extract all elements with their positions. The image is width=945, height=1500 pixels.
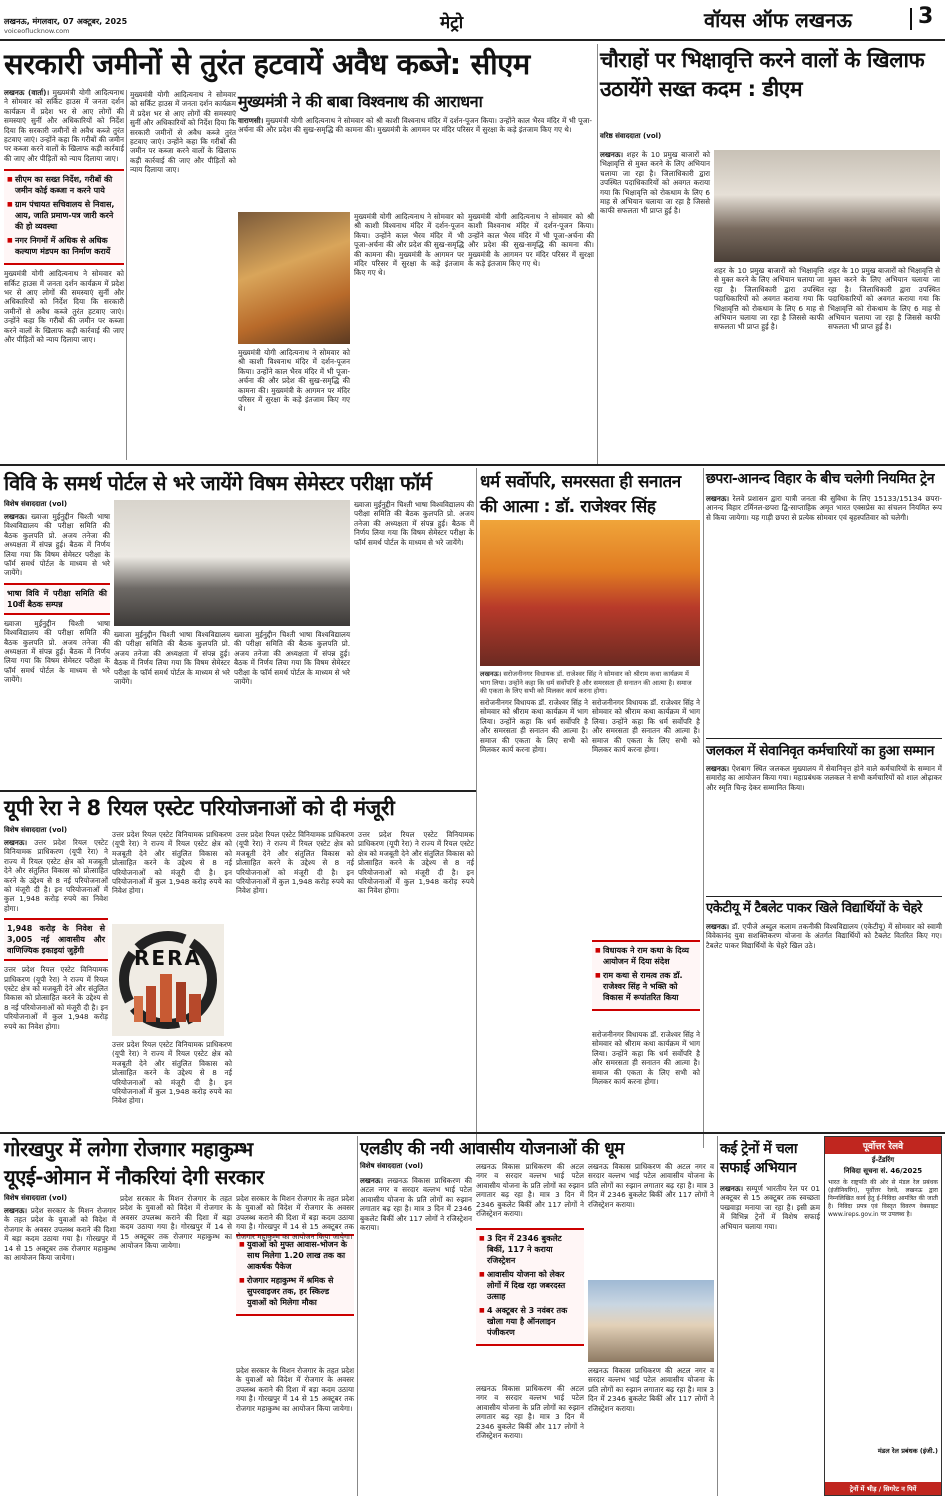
story7-dateline: लखनऊ।	[706, 764, 730, 773]
story4-text-col: ख्वाजा मुईनुद्दीन चिश्ती भाषा विश्वविद्यालय की परीक्षा समिति की बैठक कुलपति प्रो. अजय तनेजा की अध्यक्षता में संपन्न हुई। बैठक में निर्णय लिया गया कि विषम सेमेस्टर परीक्षा के फॉर्म समर्थ पोर्टल के माध्यम से भरे जायेंगे।	[234, 630, 350, 687]
story2-photo	[238, 212, 350, 344]
page-separator	[910, 8, 912, 30]
story2-text-col: मुख्यमंत्री योगी आदित्यनाथ ने सोमवार को श्री काशी विश्वनाथ मंदिर में दर्शन-पूजन किया। उन्होंने काल भैरव मंदिर में भी पूजा-अर्चना की और प्रदेश की सुख-समृद्धि की कामना की। मुख्यमंत्री के आगमन पर मंदिर परिसर में सुरक्षा के कड़े इंतजाम किए गए थे।	[468, 212, 594, 269]
story12-body	[720, 1184, 820, 1496]
story2-text-col: मुख्यमंत्री योगी आदित्यनाथ ने सोमवार को श्री काशी विश्वनाथ मंदिर में दर्शन-पूजन किया। उन्होंने काल भैरव मंदिर में भी पूजा-अर्चना की और प्रदेश की सुख-समृद्धि की कामना की। मुख्यमंत्री के आगमन पर मंदिर परिसर में सुरक्षा के कड़े इंतजाम किए गए थे।	[238, 348, 350, 414]
story12-text: सम्पूर्ण भारतीय रेल पर 01 अक्टूबर से 15 अक्टूबर तक स्वच्छता पखवाड़ा मनाया जा रहा है। इसी क्रम में विभिन्न ट्रेनों में विशेष सफाई अभियान चलाया गया।	[720, 1184, 820, 1231]
story2-text: मुख्यमंत्री योगी आदित्यनाथ ने सोमवार को श्री काशी विश्वनाथ मंदिर में दर्शन-पूजन किया। उन्होंने काल भैरव मंदिर में भी पूजा-अर्चना की और प्रदेश की सुख-समृद्धि की कामना की। मुख्यमंत्री के आगमन पर मंदिर परिसर में सुरक्षा के कड़े इंतजाम किए गए थे।	[238, 116, 592, 135]
story11-highlight: ■ आवासीय योजना को लेकर लोगों में दिख रहा जबरदस्त उत्साह	[479, 1269, 581, 1302]
story10-highlight: ■ युवाओं को मुफ्त आवास-भोजन के साथ मिलेगा 1.20 लाख तक का आकर्षक पैकेज	[239, 1239, 351, 1272]
page-number: 3	[918, 4, 934, 29]
masthead-rule	[0, 39, 945, 41]
story6-body	[706, 494, 942, 734]
story9-text-cont: उत्तर प्रदेश रियल एस्टेट विनियामक प्राधिकरण (यूपी रेरा) ने राज्य में रियल एस्टेट क्षेत्र को मजबूती देने और संतुलित विकास को प्रोत्साहित करने के उद्देश्य से 8 नई परियोजनाओं को मंजूरी दी है। इन परियोजनाओं में कुल 1,948 करोड़ रुपये का निवेश होगा।	[4, 965, 108, 1031]
story5-text: सरोजनीनगर विधायक डॉ. राजेश्वर सिंह ने सोमवार को श्रीराम कथा कार्यक्रम में भाग लिया। उन्होंने कहा कि धर्म सर्वोपरि है और समरसता ही सनातन की आत्मा है। समाज की एकता के लिए सभी को मिलकर कार्य करना होगा।	[480, 698, 588, 755]
story6-dateline: लखनऊ।	[706, 494, 730, 503]
railway-ad	[824, 1136, 942, 1496]
story12-dateline: लखनऊ।	[720, 1184, 744, 1193]
story11-body	[360, 1176, 472, 1496]
column-divider	[717, 1136, 718, 1496]
column-divider	[703, 468, 704, 1148]
story4-text-col: ख्वाजा मुईनुद्दीन चिश्ती भाषा विश्वविद्यालय की परीक्षा समिति की बैठक कुलपति प्रो. अजय तनेजा की अध्यक्षता में संपन्न हुई। बैठक में निर्णय लिया गया कि विषम सेमेस्टर परीक्षा के फॉर्म समर्थ पोर्टल के माध्यम से भरे जायेंगे।	[114, 630, 230, 687]
rera-logo-graphic	[112, 924, 224, 1036]
story1-dateline: लखनऊ (वार्ता)।	[4, 88, 50, 97]
section-rule	[0, 464, 945, 466]
story10-headline-2: यूएई-ओमान में नौकरियां देगी सरकार	[4, 1165, 264, 1189]
story7-body	[706, 764, 942, 894]
story8-dateline: लखनऊ।	[706, 922, 730, 931]
story3-headline: चौराहों पर भिक्षावृत्ति करने वालों के खिलाफ उठायेंगे सख्त कदम : डीएम	[600, 48, 925, 101]
story6-headline: छपरा-आनन्द विहार के बीच चलेगी नियमित ट्रेन	[706, 471, 935, 487]
story2-body	[238, 116, 592, 208]
story10-body	[4, 1206, 116, 1496]
story5-pull-quote	[592, 940, 700, 1011]
story3-body	[600, 150, 710, 464]
story5-photo	[480, 520, 700, 666]
story4-headline: विवि के समर्थ पोर्टल से भरे जायेंगे विषम सेमेस्टर परीक्षा फॉर्म	[4, 471, 432, 495]
ad-footer: मंडल रेल प्रबंधक (इंजी.)	[877, 1447, 938, 1455]
story8-headline: एकेटीयू में टैबलेट पाकर खिले विद्यार्थियों के चेहरे	[706, 901, 922, 916]
story10-highlight: ■ रोजगार महाकुम्भ में श्रमिक से सुपरवाइजर तक, हर स्किल्ड युवाओं को मिलेगा मौका	[239, 1275, 351, 1308]
story5-photo-caption	[480, 670, 700, 694]
ad-title: पूर्वोत्तर रेलवे	[825, 1137, 941, 1154]
story11-dateline: लखनऊ।	[360, 1176, 384, 1185]
story-rule	[706, 896, 942, 897]
story9-headline: यूपी रेरा ने 8 रियल एस्टेट परियोजनाओं को दी मंजूरी	[4, 796, 395, 820]
story11-highlights	[476, 1228, 584, 1346]
story10-byline: विशेष संवाददाता (vol)	[4, 1194, 68, 1202]
story11-text: लखनऊ विकास प्राधिकरण की अटल नगर व सरदार वल्लभ भाई पटेल आवासीय योजना के प्रति लोगों का रुझान लगातार बढ़ रहा है। मात्र 3 दिन में 2346 बुकलेट बिकीं और 117 लोगों ने रजिस्ट्रेशन कराया।	[360, 1176, 472, 1233]
story-rule	[706, 738, 942, 739]
story4-highlight: भाषा विवि में परीक्षा समिति की 10वीं बैठक सम्पन्न	[4, 583, 110, 615]
story9-byline: विशेष संवाददाता (vol)	[4, 826, 68, 834]
story10-headline-1: गोरखपुर में लगेगा रोजगार महाकुम्भ	[4, 1137, 253, 1161]
story3-text-col: शहर के 10 प्रमुख बाजारों को भिक्षावृत्ति से मुक्त करने के लिए अभियान चलाया जा रहा है। जिलाधिकारी द्वारा उपस्थित पदाधिकारियों को अवगत कराया गया कि भिक्षावृत्ति को रोकथाम के लिए 6 माह से अभियान चलाया जा रहा है जिससे काफी सफलता भी प्राप्त हुई है।	[828, 266, 940, 332]
story5-text-col: सरोजनीनगर विधायक डॉ. राजेश्वर सिंह ने सोमवार को श्रीराम कथा कार्यक्रम में भाग लिया। उन्होंने कहा कि धर्म सर्वोपरि है और समरसता ही सनातन की आत्मा है। समाज की एकता के लिए सभी को मिलकर कार्य करना होगा।	[592, 698, 700, 755]
story2-headline: मुख्यमंत्री ने की बाबा विश्वनाथ की आराधना	[238, 92, 483, 111]
story9-dateline: लखनऊ।	[4, 838, 28, 847]
story1-text-col2: मुख्यमंत्री योगी आदित्यनाथ ने सोमवार को सर्किट हाउस में जनता दर्शन कार्यक्रम में प्रदेश भर से आए लोगों की समस्याएं सुनीं और अधिकारियों को निर्देश दिया कि सरकारी जमीनों से अवैध कब्जे तुरंत हटवाए जाएं। उन्होंने कहा कि गरीबों की जमीन पर कब्जा करने वालों के खिलाफ कड़ी कार्रवाई की जाए और पीड़ितों को न्याय दिलाया जाए।	[130, 90, 236, 175]
story3-photo	[714, 150, 940, 262]
story11-highlight: ■ 3 दिन में 2346 बुकलेट बिकीं, 117 ने कराया रजिस्ट्रेशन	[479, 1233, 581, 1266]
story1-text-cont: मुख्यमंत्री योगी आदित्यनाथ ने सोमवार को सर्किट हाउस में जनता दर्शन कार्यक्रम में प्रदेश भर से आए लोगों की समस्याएं सुनीं और अधिकारियों को निर्देश दिया कि सरकारी जमीनों से अवैध कब्जे तुरंत हटवाए जाएं। उन्होंने कहा कि गरीबों की जमीन पर कब्जा करने वालों के खिलाफ कड़ी कार्रवाई की जाए और पीड़ितों को न्याय दिलाया जाए।	[4, 269, 124, 345]
story4-byline: विशेष संवाददाता (vol)	[4, 500, 68, 508]
ad-tagline: ट्रेनों में भीड़ / सिगरेट न पियें	[825, 1482, 941, 1495]
story10-text-col: प्रदेश सरकार के मिशन रोजगार के तहत प्रदेश के युवाओं को विदेश में रोजगार के अवसर उपलब्ध कराने की दिशा में बड़ा कदम उठाया गया है। गोरखपुर में 14 से 15 अक्टूबर तक रोजगार महाकुम्भ का आयोजन किया जायेगा।	[236, 1366, 354, 1413]
story2-dateline: वाराणसी।	[238, 116, 264, 125]
story11-text-col: लखनऊ विकास प्राधिकरण की अटल नगर व सरदार वल्लभ भाई पटेल आवासीय योजना के प्रति लोगों का रुझान लगातार बढ़ रहा है। मात्र 3 दिन में 2346 बुकलेट बिकीं और 117 लोगों ने रजिस्ट्रेशन कराया।	[588, 1366, 714, 1413]
rera-logo-text: RERA	[134, 946, 202, 970]
story1-highlight: ■ नगर निगमों में अधिक से अधिक कल्याण मंडपम का निर्माण करायें	[7, 235, 121, 257]
story8-text: डॉ. एपीजे अब्दुल कलाम तकनीकी विश्वविद्यालय (एकेटीयू) में सोमवार को स्वामी विवेकानंद युवा सशक्तिकरण योजना के अंतर्गत विद्यार्थियों को टैबलेट वितरित किए गए। टैबलेट पाकर विद्यार्थियों के चेहरे खिल उठे।	[706, 922, 942, 950]
section-rule	[0, 790, 476, 792]
story5-body	[480, 698, 588, 1148]
paper-name: वॉयस ऑफ लखनऊ	[704, 8, 852, 32]
story9-highlight: 1,948 करोड़ के निवेश से 3,005 नई आवासीय और वाणिज्यिक इकाइयां जुड़ेंगी	[4, 918, 108, 961]
story5-dateline: लखनऊ।	[480, 670, 502, 678]
story10-text-col: प्रदेश सरकार के मिशन रोजगार के तहत प्रदेश के युवाओं को विदेश में रोजगार के अवसर उपलब्ध कराने की दिशा में बड़ा कदम उठाया गया है। गोरखपुर में 14 से 15 अक्टूबर तक रोजगार महाकुम्भ का आयोजन किया जायेगा।	[236, 1194, 354, 1241]
story1-highlights	[4, 169, 124, 265]
story10-text-col: प्रदेश सरकार के मिशन रोजगार के तहत प्रदेश के युवाओं को विदेश में रोजगार के अवसर उपलब्ध कराने की दिशा में बड़ा कदम उठाया गया है। गोरखपुर में 14 से 15 अक्टूबर तक रोजगार महाकुम्भ का आयोजन किया जायेगा।	[120, 1194, 232, 1251]
story4-text-cont: ख्वाजा मुईनुद्दीन चिश्ती भाषा विश्वविद्यालय की परीक्षा समिति की बैठक कुलपति प्रो. अजय तनेजा की अध्यक्षता में संपन्न हुई। बैठक में निर्णय लिया गया कि विषम सेमेस्टर परीक्षा के फॉर्म समर्थ पोर्टल के माध्यम से भरे जायेंगे।	[4, 618, 110, 685]
story4-body	[4, 512, 110, 786]
rera-logo	[112, 924, 224, 1036]
column-divider	[357, 1136, 358, 1496]
story11-byline: विशेष संवाददाता (vol)	[360, 1162, 424, 1170]
story1-body	[4, 88, 124, 460]
story12-headline: कई ट्रेनों में चला सफाई अभियान	[720, 1141, 798, 1176]
masthead-website: voiceoflucknow.com	[4, 27, 70, 35]
masthead-dateline: लखनऊ, मंगलवार, 07 अक्टूबर, 2025	[4, 17, 128, 26]
story9-body	[4, 838, 108, 1128]
story1-highlight: ■ ग्राम पंचायत सचिवालय से निवास, आय, जाति प्रमाण-पत्र जारी करने की हो व्यवस्था	[7, 199, 121, 232]
story11-text-col: लखनऊ विकास प्राधिकरण की अटल नगर व सरदार वल्लभ भाई पटेल आवासीय योजना के प्रति लोगों का रुझान लगातार बढ़ रहा है। मात्र 3 दिन में 2346 बुकलेट बिकीं और 117 लोगों ने रजिस्ट्रेशन कराया।	[476, 1384, 584, 1441]
ad-body: भारत के राष्ट्रपति की ओर से मंडल रेल प्रबंधक (इंजीनियरिंग), पूर्वोत्तर रेलवे, लखनऊ द्वारा निम्नलिखित कार्य हेतु ई-निविदा आमंत्रित की जाती है। निविदा प्रपत्र एवं विस्तृत विवरण वेबसाइट www.ireps.gov.in पर उपलब्ध है।	[828, 1179, 938, 1218]
story9-text-col: उत्तर प्रदेश रियल एस्टेट विनियामक प्राधिकरण (यूपी रेरा) ने राज्य में रियल एस्टेट क्षेत्र को मजबूती देने और संतुलित विकास को प्रोत्साहित करने के उद्देश्य से 8 नई परियोजनाओं को मंजूरी दी है। इन परियोजनाओं में कुल 1,948 करोड़ रुपये का निवेश होगा।	[112, 830, 232, 896]
story7-text: ऐशबाग स्थित जलकल मुख्यालय में सेवानिवृत्त होने वाले कर्मचारियों के सम्मान में समारोह का आयोजन किया गया। महाप्रबंधक जलकल ने सभी कर्मचारियों को शाल ओढ़ाकर और स्मृति चिन्ह देकर सम्मानित किया।	[706, 764, 942, 792]
story9-text-col: उत्तर प्रदेश रियल एस्टेट विनियामक प्राधिकरण (यूपी रेरा) ने राज्य में रियल एस्टेट क्षेत्र को मजबूती देने और संतुलित विकास को प्रोत्साहित करने के उद्देश्य से 8 नई परियोजनाओं को मंजूरी दी है। इन परियोजनाओं में कुल 1,948 करोड़ रुपये का निवेश होगा।	[358, 830, 474, 896]
masthead	[0, 0, 945, 40]
ad-subtitle: ई-टेंडरिंग	[871, 1156, 895, 1164]
story10-highlights	[236, 1234, 354, 1316]
story4-dateline: लखनऊ।	[4, 512, 28, 521]
story5-caption-text: सरोजनीनगर विधायक डॉ. राजेश्वर सिंह ने सोमवार को श्रीराम कथा कार्यक्रम में भाग लिया। उन्होंने कहा कि धर्म सर्वोपरि है और समरसता ही सनातन की आत्मा है। समाज की एकता के लिए सभी को मिलकर कार्य करना होगा।	[480, 670, 692, 696]
story11-photo	[588, 1280, 714, 1362]
story10-text: प्रदेश सरकार के मिशन रोजगार के तहत प्रदेश के युवाओं को विदेश में रोजगार के अवसर उपलब्ध कराने की दिशा में बड़ा कदम उठाया गया है। गोरखपुर में 14 से 15 अक्टूबर तक रोजगार महाकुम्भ का आयोजन किया जायेगा।	[4, 1206, 116, 1263]
story7-headline: जलकल में सेवानिवृत कर्मचारियों का हुआ सम्मान	[706, 743, 934, 759]
story11-highlight: ■ 4 अक्टूबर से 3 नवंबर तक खोला गया है ऑनलाइन पंजीकरण	[479, 1305, 581, 1338]
section-rule	[0, 1132, 945, 1134]
story10-dateline: लखनऊ।	[4, 1206, 28, 1215]
story11-text-col: लखनऊ विकास प्राधिकरण की अटल नगर व सरदार वल्लभ भाई पटेल आवासीय योजना के प्रति लोगों का रुझान लगातार बढ़ रहा है। मात्र 3 दिन में 2346 बुकलेट बिकीं और 117 लोगों ने रजिस्ट्रेशन कराया।	[588, 1162, 714, 1209]
story9-text: उत्तर प्रदेश रियल एस्टेट विनियामक प्राधिकरण (यूपी रेरा) ने राज्य में रियल एस्टेट क्षेत्र को मजबूती देने और संतुलित विकास को प्रोत्साहित करने के उद्देश्य से 8 नई परियोजनाओं को मंजूरी दी है। इन परियोजनाओं में कुल 1,948 करोड़ रुपये का निवेश होगा।	[4, 838, 108, 913]
story8-body	[706, 922, 942, 1148]
story2-text-col: मुख्यमंत्री योगी आदित्यनाथ ने सोमवार को श्री काशी विश्वनाथ मंदिर में दर्शन-पूजन किया। उन्होंने काल भैरव मंदिर में भी पूजा-अर्चना की और प्रदेश की सुख-समृद्धि की कामना की। मुख्यमंत्री के आगमन पर मंदिर परिसर में सुरक्षा के कड़े इंतजाम किए गए थे।	[354, 212, 464, 278]
story11-text-col: लखनऊ विकास प्राधिकरण की अटल नगर व सरदार वल्लभ भाई पटेल आवासीय योजना के प्रति लोगों का रुझान लगातार बढ़ रहा है। मात्र 3 दिन में 2346 बुकलेट बिकीं और 117 लोगों ने रजिस्ट्रेशन कराया।	[476, 1162, 584, 1219]
story11-headline: एलडीए की नयी आवासीय योजनाओं की धूम	[360, 1139, 625, 1159]
story9-text-col: उत्तर प्रदेश रियल एस्टेट विनियामक प्राधिकरण (यूपी रेरा) ने राज्य में रियल एस्टेट क्षेत्र को मजबूती देने और संतुलित विकास को प्रोत्साहित करने के उद्देश्य से 8 नई परियोजनाओं को मंजूरी दी है। इन परियोजनाओं में कुल 1,948 करोड़ रुपये का निवेश होगा।	[236, 830, 354, 896]
story5-text-col: सरोजनीनगर विधायक डॉ. राजेश्वर सिंह ने सोमवार को श्रीराम कथा कार्यक्रम में भाग लिया। उन्होंने कहा कि धर्म सर्वोपरि है और समरसता ही सनातन की आत्मा है। समाज की एकता के लिए सभी को मिलकर कार्य करना होगा।	[592, 1030, 700, 1087]
story1-headline: सरकारी जमीनों से तुरंत हटवायें अवैध कब्जे: सीएम	[4, 47, 530, 81]
story3-dateline: लखनऊ।	[600, 150, 624, 159]
story3-text: शहर के 10 प्रमुख बाजारों को भिक्षावृत्ति से मुक्त करने के लिए अभियान चलाया जा रहा है। जिलाधिकारी द्वारा उपस्थित पदाधिकारियों को अवगत कराया गया कि भिक्षावृत्ति को रोकथाम के लिए 6 माह से अभियान चलाया जा रहा है जिससे काफी सफलता भी प्राप्त हुई है।	[600, 150, 710, 216]
story9-text-col: उत्तर प्रदेश रियल एस्टेट विनियामक प्राधिकरण (यूपी रेरा) ने राज्य में रियल एस्टेट क्षेत्र को मजबूती देने और संतुलित विकास को प्रोत्साहित करने के उद्देश्य से 8 नई परियोजनाओं को मंजूरी दी है। इन परियोजनाओं में कुल 1,948 करोड़ रुपये का निवेश होगा।	[112, 1040, 232, 1106]
story3-text-col: शहर के 10 प्रमुख बाजारों को भिक्षावृत्ति से मुक्त करने के लिए अभियान चलाया जा रहा है। जिलाधिकारी द्वारा उपस्थित पदाधिकारियों को अवगत कराया गया कि भिक्षावृत्ति को रोकथाम के लिए 6 माह से अभियान चलाया जा रहा है जिससे काफी सफलता भी प्राप्त हुई है।	[714, 266, 824, 332]
story6-text: रेलवे प्रशासन द्वारा यात्री जनता की सुविधा के लिए 15133/15134 छपरा-आनन्द विहार टर्मिनल-छपरा द्वि-साप्ताहिक अमृत भारत एक्सप्रेस का संचलन नियमित रूप से किया जायेगा। यह गाड़ी छपरा से प्रत्येक सोमवार एवं बृहस्पतिवार को चलेगी।	[706, 494, 942, 522]
column-divider	[476, 468, 477, 1148]
story5-quote: ■ राम कथा से रामत्व तक डॉ. राजेश्वर सिंह ने भक्ति को विकास में रूपांतरित किया	[595, 970, 697, 1003]
story1-highlight: ■ सीएम का सख्त निर्देश, गरीबों की जमीन कोई कब्जा न करने पाये	[7, 174, 121, 196]
section-name: मेट्रो	[440, 13, 464, 33]
story4-text: ख्वाजा मुईनुद्दीन चिश्ती भाषा विश्वविद्यालय की परीक्षा समिति की बैठक कुलपति प्रो. अजय तनेजा की अध्यक्षता में संपन्न हुई। बैठक में निर्णय लिया गया कि विषम सेमेस्टर परीक्षा के फॉर्म समर्थ पोर्टल के माध्यम से भरे जायेंगे।	[4, 512, 110, 578]
story4-text-col: ख्वाजा मुईनुद्दीन चिश्ती भाषा विश्वविद्यालय की परीक्षा समिति की बैठक कुलपति प्रो. अजय तनेजा की अध्यक्षता में संपन्न हुई। बैठक में निर्णय लिया गया कि विषम सेमेस्टर परीक्षा के फॉर्म समर्थ पोर्टल के माध्यम से भरे जायेंगे।	[354, 500, 474, 547]
column-divider	[126, 90, 127, 460]
column-divider	[597, 44, 598, 464]
story3-byline: वरिष्ठ संवाददाता (vol)	[600, 132, 662, 140]
story4-photo	[114, 500, 350, 626]
story5-headline: धर्म सर्वोपरि, समरसता ही सनातन की आत्मा : डॉ. राजेश्वर सिंह	[480, 472, 681, 517]
ad-notice: निविदा सूचना सं. 46/2025	[843, 1167, 923, 1175]
story5-quote: ■ विधायक ने राम कथा के दिव्य आयोजन में दिया संदेश	[595, 945, 697, 967]
story1-text: मुख्यमंत्री योगी आदित्यनाथ ने सोमवार को सर्किट हाउस में जनता दर्शन कार्यक्रम में प्रदेश भर से आए लोगों की समस्याएं सुनीं और अधिकारियों को निर्देश दिया कि सरकारी जमीनों से अवैध कब्जे तुरंत हटवाए जाएं। उन्होंने कहा कि गरीबों की जमीन पर कब्जा करने वालों के खिलाफ कड़ी कार्रवाई की जाए और पीड़ितों को न्याय दिलाया जाए।	[4, 88, 124, 163]
